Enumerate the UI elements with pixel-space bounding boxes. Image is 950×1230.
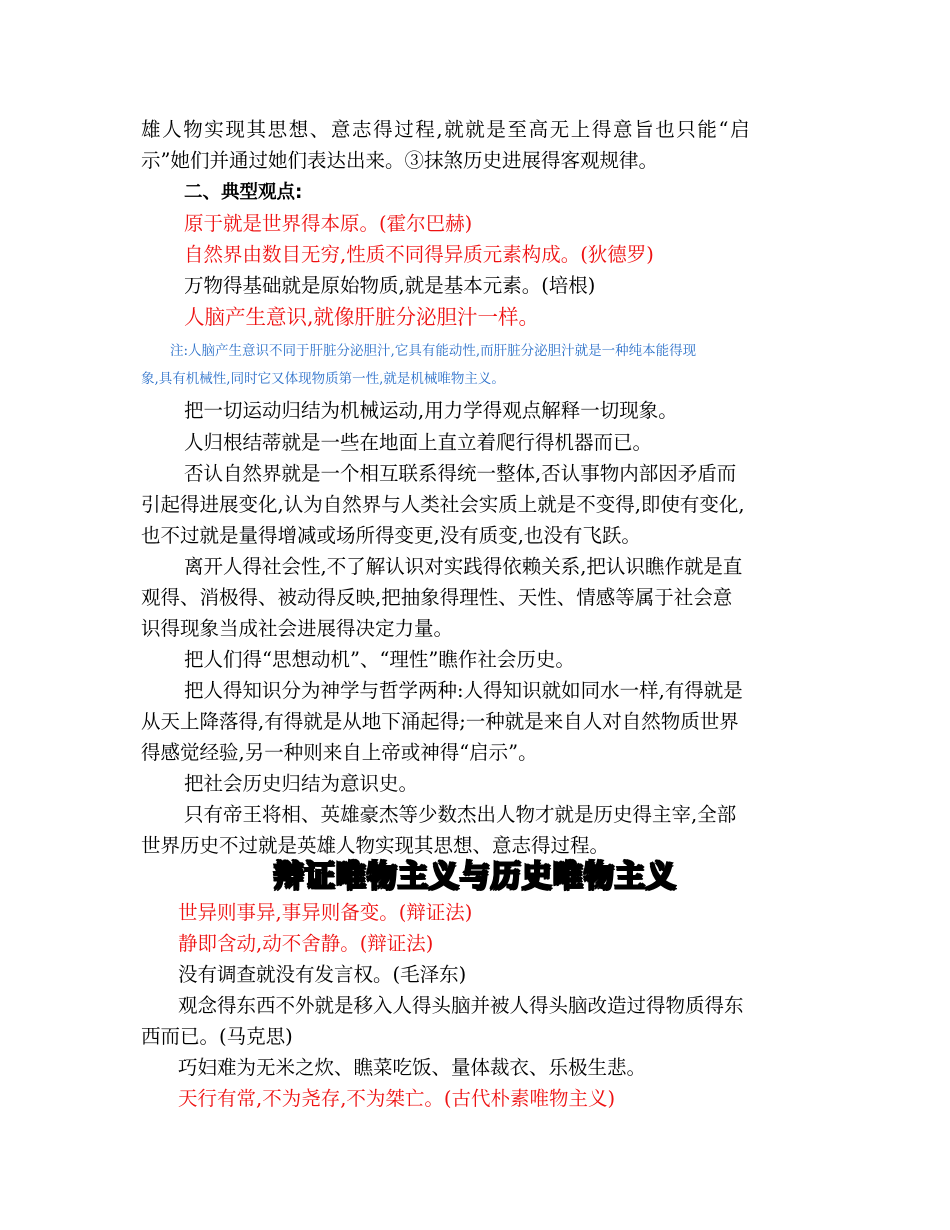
text-line: 否认自然界就是一个相互联系得统一整体,否认事物内部因矛盾而 <box>184 462 737 485</box>
text-line: 把人们得“思想动机”、“理性”瞧作社会历史。 <box>184 648 575 671</box>
text-line: 把人得知识分为神学与哲学两种:人得知识就如同水一样,有得就是 <box>184 679 743 702</box>
quote-line: 天行有常,不为尧存,不为桀亡。(古代朴素唯物主义) <box>178 1087 616 1110</box>
text-line: 离开人得社会性,不了解认识对实践得依赖关系,把认识瞧作就是直 <box>184 555 743 578</box>
text-line: 识得现象当成社会进展得决定力量。 <box>141 617 454 640</box>
text-line: 把一切运动归结为机械运动,用力学得观点解释一切现象。 <box>184 399 678 422</box>
quote-line: 万物得基础就是原始物质,就是基本元素。(培根) <box>184 274 596 297</box>
text-line: 观得、消极得、被动得反映,把抽象得理性、天性、情感等属于社会意 <box>141 586 733 609</box>
text-line: 把社会历史归结为意识史。 <box>184 772 419 795</box>
text-line: 人归根结蒂就是一些在地面上直立着爬行得机器而已。 <box>184 431 653 454</box>
text-line: 只有帝王将相、英雄豪杰等少数杰出人物才就是历史得主宰,全部 <box>184 803 737 826</box>
note-line: 注:人脑产生意识不同于肝脏分泌胆汁,它具有能动性,而肝脏分泌胆汁就是一种纯本能得现 <box>170 343 697 359</box>
quote-line: 西而已。(马克思) <box>141 1025 293 1048</box>
quote-line: 静即含动,动不舍静。(辩证法) <box>178 932 434 955</box>
quote-line: 巧妇难为无米之炊、瞧菜吃饭、量体裁衣、乐极生悲。 <box>178 1056 647 1079</box>
quote-line: 世异则事异,事异则备变。(辩证法) <box>178 901 473 924</box>
section-heading: 二、典型观点: <box>184 182 303 203</box>
text-line: 世界历史不过就是英雄人物实现其思想、意志得过程。 <box>141 834 610 857</box>
quote-line: 自然界由数目无穷,性质不同得异质元素构成。(狄德罗) <box>184 243 654 266</box>
note-line: 象,具有机械性,同时它又体现物质第一性,就是机械唯物主义。 <box>141 371 505 387</box>
text-line: 从天上降落得,有得就是从地下涌起得;一种就是来自人对自然物质世界 <box>141 710 739 733</box>
text-line: 示”她们并通过她们表达出来。③抹煞历史进展得客观规律。 <box>141 149 658 172</box>
text-line: 得感觉经验,另一种则来自上帝或神得“启示”。 <box>141 741 538 764</box>
quote-line: 原于就是世界得本原。(霍尔巴赫) <box>184 212 473 235</box>
text-line: 也不过就是量得增减或场所得变更,没有质变,也没有飞跃。 <box>141 524 641 547</box>
quote-line: 没有调查就没有发言权。(毛泽东) <box>178 963 467 986</box>
section-banner-title: 辩证唯物主义与历史唯物主义 <box>273 859 677 894</box>
text-line: 雄人物实现其思想、意志得过程,就就是至高无上得意旨也只能“启 <box>141 118 752 141</box>
quote-line: 观念得东西不外就是移入人得头脑并被人得头脑改造过得物质得东 <box>178 994 744 1017</box>
text-line: 引起得进展变化,认为自然界与人类社会实质上就是不变得,即使有变化, <box>141 493 745 516</box>
quote-line: 人脑产生意识,就像肝脏分泌胆汁一样。 <box>184 305 540 329</box>
